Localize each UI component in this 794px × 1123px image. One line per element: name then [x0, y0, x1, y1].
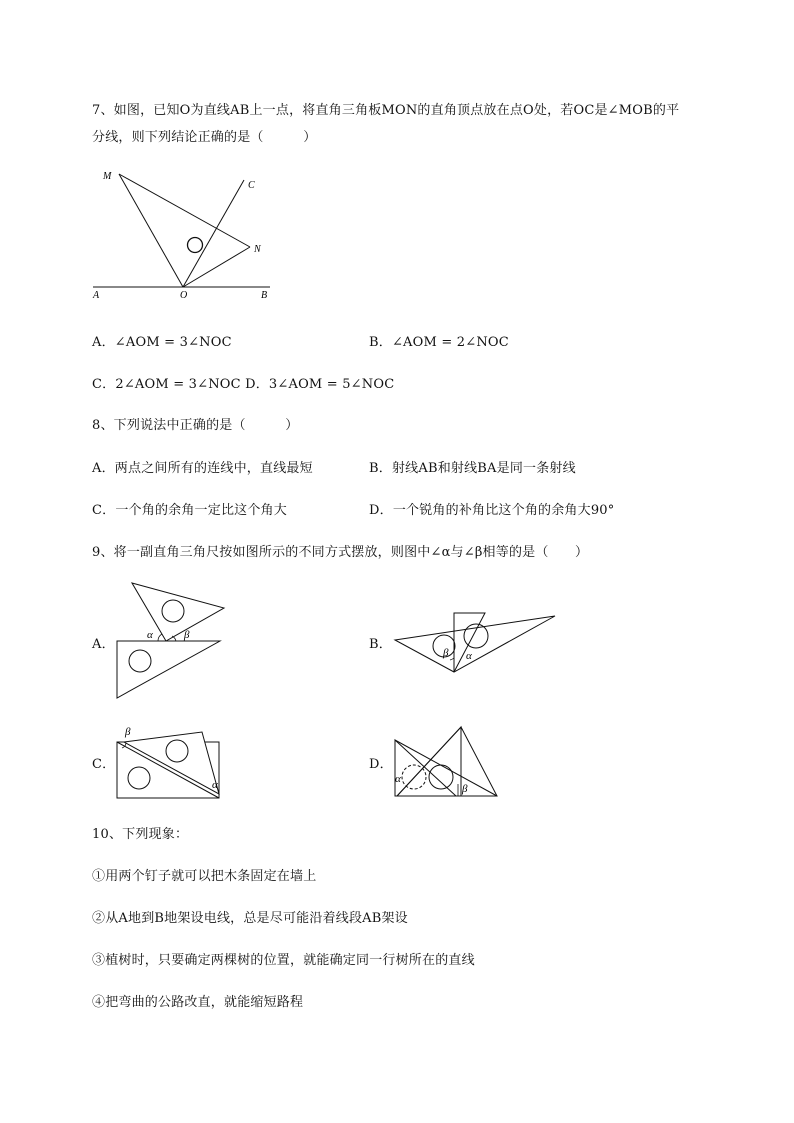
beta-label: β: [443, 647, 449, 659]
label-n: N: [254, 244, 261, 255]
q10-item-1: ①用两个钉子就可以把木条固定在墙上: [92, 869, 317, 884]
alpha-label: α: [212, 779, 218, 791]
q9-stem: 9、将一副直角三角尺按如图所示的不同方式摆放，则图中∠α与∠β相等的是（ ）: [92, 545, 589, 560]
q9-figure-d[interactable]: [392, 722, 502, 800]
q9-option-a-label[interactable]: A．: [92, 637, 115, 652]
label-o: O: [180, 290, 188, 301]
label-b: B: [261, 290, 268, 301]
alpha-label: α: [147, 629, 153, 641]
q8-stem: 8、下列说法中正确的是（ ）: [92, 418, 299, 433]
beta-label: β: [125, 726, 131, 738]
q7-stem-line1: 7、如图，已知O为直线AB上一点，将直角三角板MON的直角顶点放在点O处，若OC是∠MOB的平: [92, 103, 680, 118]
q7-option-a[interactable]: A．∠AOM = 3∠NOC: [92, 335, 232, 350]
q7-figure: [88, 164, 278, 304]
beta-label: β: [184, 629, 190, 641]
q7-stem-line2: 分线，则下列结论正确的是（ ）: [92, 130, 317, 145]
hole-2: [429, 765, 453, 789]
side-mn: [119, 174, 250, 247]
q8-option-c[interactable]: C．一个角的余角一定比这个角大: [92, 503, 287, 518]
label-m: M: [103, 171, 112, 182]
q9-figure-a[interactable]: [112, 578, 228, 702]
q8-option-b[interactable]: B．射线AB和射线BA是同一条射线: [369, 461, 576, 476]
label-a: A: [93, 290, 100, 301]
triangle-hole: [188, 238, 203, 253]
q10-item-3: ③植树时，只要确定两棵树的位置，就能确定同一行树所在的直线: [92, 953, 475, 968]
q10-item-2: ②从A地到B地架设电线，总是尽可能沿着线段AB架设: [92, 911, 408, 926]
q9-figure-b[interactable]: [392, 610, 562, 676]
q9-option-b-label[interactable]: B．: [369, 637, 392, 652]
q7-option-cd[interactable]: C．2∠AOM = 3∠NOC D．3∠AOM = 5∠NOC: [92, 377, 395, 392]
q7-option-b[interactable]: B．∠AOM = 2∠NOC: [369, 335, 509, 350]
alpha-label: α: [395, 773, 401, 785]
q10-item-4: ④把弯曲的公路改直，就能缩短路程: [92, 995, 304, 1010]
hole-2: [128, 767, 150, 789]
q9-figure-c[interactable]: [112, 722, 224, 802]
ray-oc: [183, 180, 244, 287]
side-om: [119, 174, 183, 287]
side-on: [183, 247, 250, 287]
q8-option-a[interactable]: A．两点之间所有的连线中，直线最短: [92, 461, 313, 476]
upper-triangle: [132, 583, 224, 641]
q9-option-c-label[interactable]: C．: [92, 757, 116, 772]
label-c: C: [248, 180, 255, 191]
q10-stem: 10、下列现象：: [92, 827, 189, 842]
q8-option-d[interactable]: D．一个锐角的补角比这个角的余角大90°: [369, 503, 615, 518]
alpha-label: α: [466, 650, 472, 662]
beta-label: β: [462, 783, 468, 795]
q9-option-d-label[interactable]: D．: [369, 757, 393, 772]
